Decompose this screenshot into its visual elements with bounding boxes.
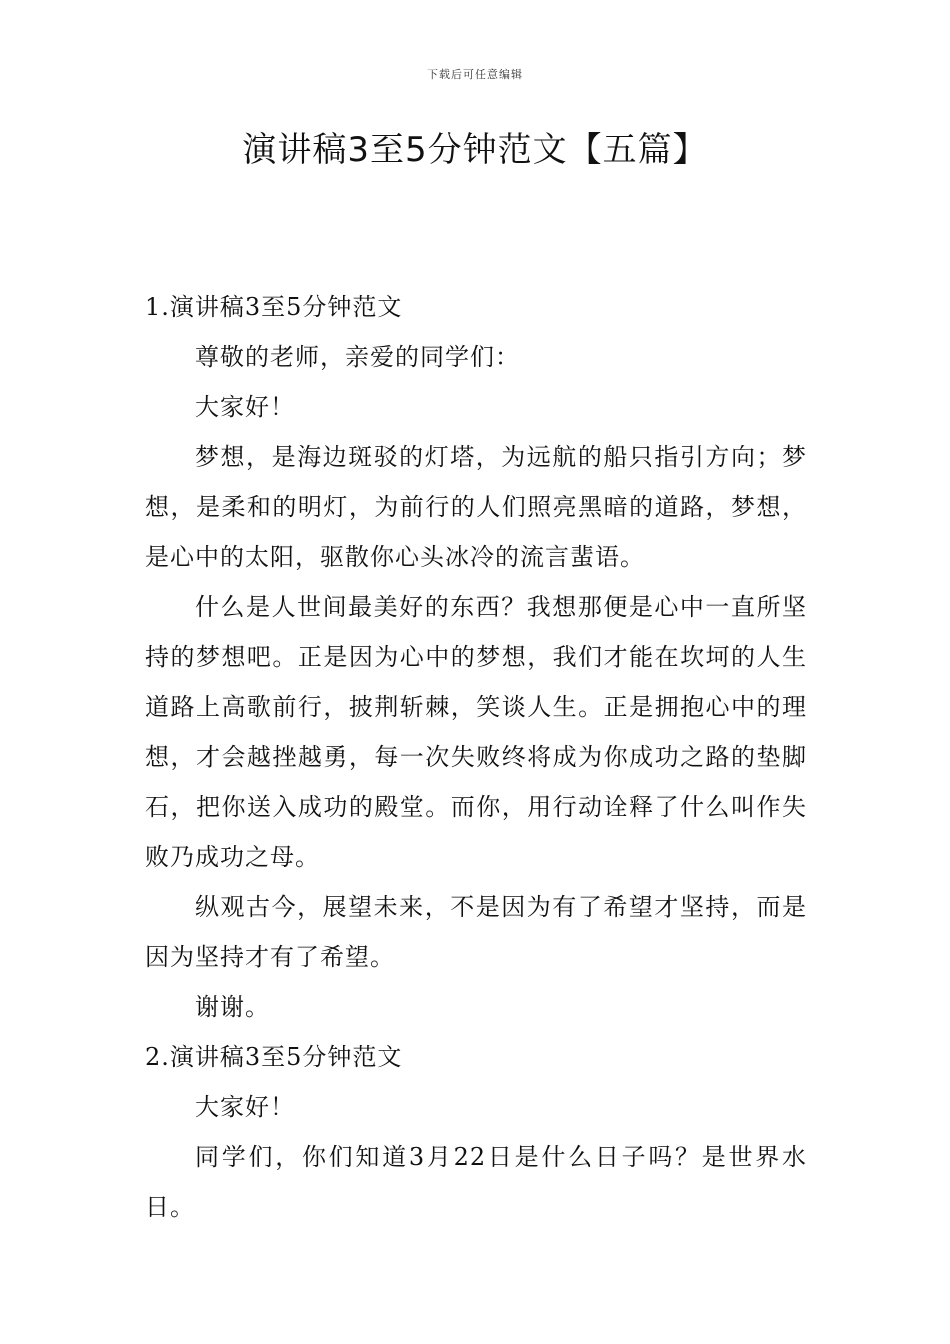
paragraph: 大家好！ [195, 393, 295, 421]
paragraph: 尊敬的老师，亲爱的同学们： [195, 343, 520, 371]
paragraph: 大家好！ [195, 1093, 295, 1121]
document-body [145, 282, 807, 1232]
paragraph: 纵观古今，展望未来，不是因为有了希望才坚持，而是因为坚持才有了希望。 [145, 893, 807, 971]
paragraph: 同学们，你们知道3月22日是什么日子吗？是世界水日。 [145, 1143, 807, 1221]
paragraph: 梦想，是海边斑驳的灯塔，为远航的船只指引方向；梦想，是柔和的明灯，为前行的人们照亮黑暗的道路，梦想，是心中的太阳，驱散你心头冰冷的流言蜚语。 [145, 443, 807, 571]
paragraph: 谢谢。 [195, 993, 270, 1021]
page-header-note: 下载后可任意编辑 [427, 68, 523, 81]
section-heading: 1.演讲稿3至5分钟范文 [145, 293, 403, 321]
section-heading: 2.演讲稿3至5分钟范文 [145, 1043, 403, 1071]
document-title: 演讲稿3至5分钟范文【五篇】 [242, 130, 708, 170]
paragraph: 什么是人世间最美好的东西？我想那便是心中一直所坚持的梦想吧。正是因为心中的梦想，我们才能在坎坷的人生道路上高歌前行，披荆斩棘，笑谈人生。正是拥抱心中的理想，才会越挫越勇，每一次失败终将成为你成功之路的垫脚石，把你送入成功的殿堂。而你，用行动诠释了什么叫作失败乃成功之母。 [145, 593, 807, 871]
